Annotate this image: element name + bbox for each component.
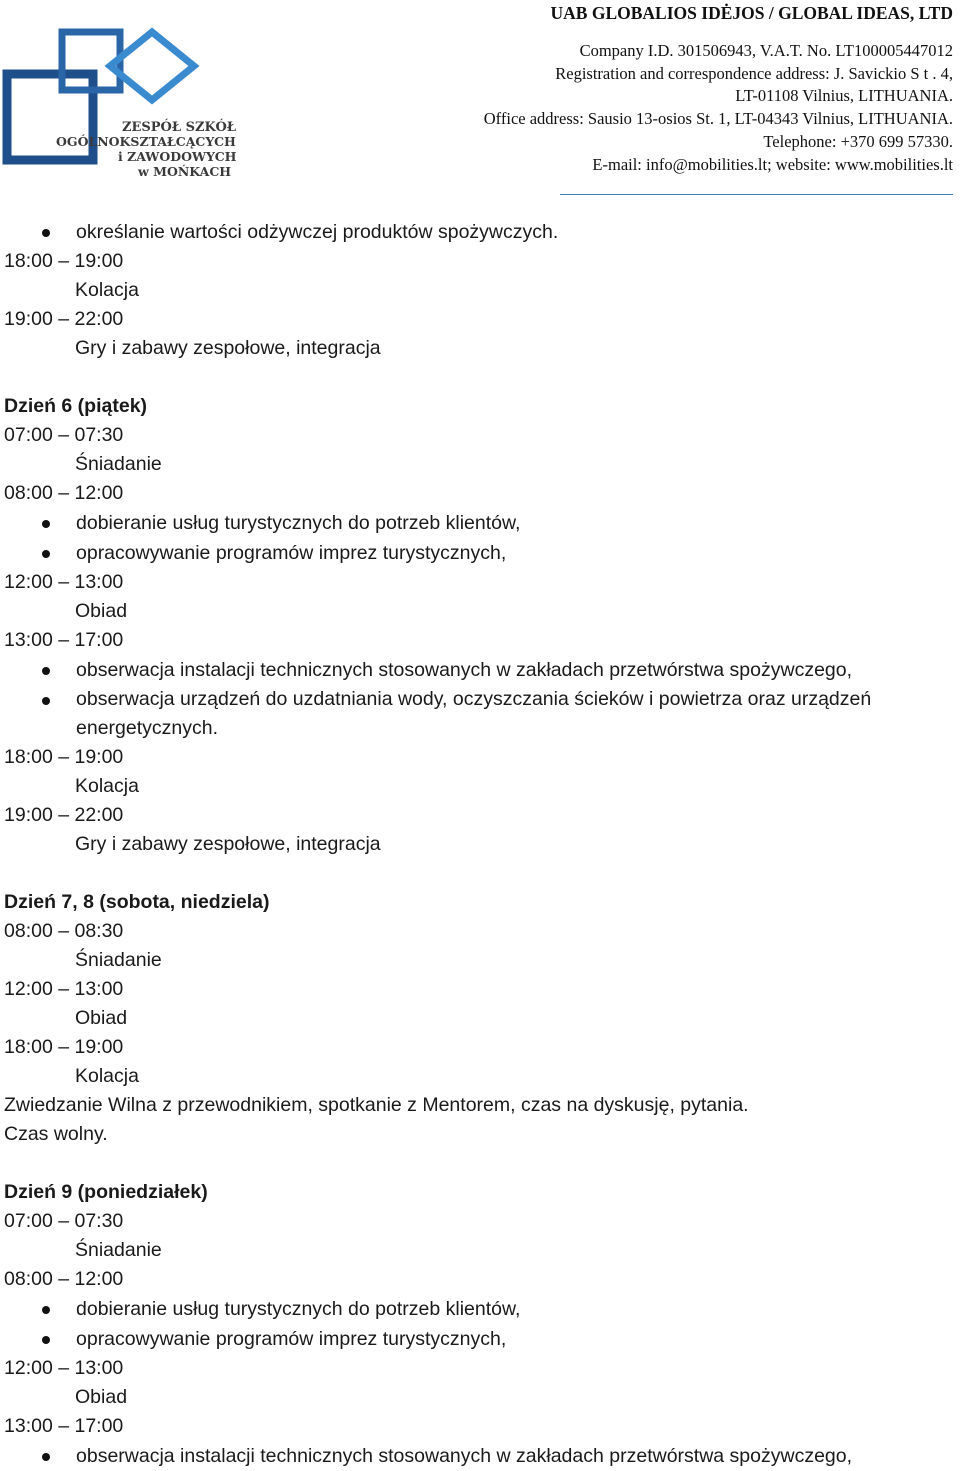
list-item	[4, 1294, 954, 1324]
logo-text-line-3: i ZAWODOWYCH	[118, 149, 237, 164]
day-heading: Dzień 6 (piątek)	[4, 395, 148, 417]
activity: Obiad	[75, 600, 128, 622]
activity: Kolacja	[75, 279, 139, 301]
company-name: UAB GLOBALIOS IDĖJOS / GLOBAL IDEAS, LTD	[550, 3, 953, 23]
registration-address-line: Registration and correspondence address: J. Savickio S t . 4,	[555, 63, 953, 83]
time-slot: 18:00 – 19:00	[4, 746, 124, 768]
school-logo	[2, 26, 237, 180]
spacer	[4, 363, 954, 392]
activity: Śniadanie	[75, 1239, 162, 1261]
bullet-icon	[42, 550, 50, 558]
page-header	[0, 0, 960, 196]
activity: Kolacja	[75, 1065, 139, 1087]
time-slot: 07:00 – 07:30	[4, 424, 124, 446]
bullet-icon	[42, 1336, 50, 1344]
time-slot: 08:00 – 12:00	[4, 482, 124, 504]
day-heading: Dzień 9 (poniedziałek)	[4, 1181, 208, 1203]
list-item-text: obserwacja urządzeń do uzdatniania wody, oczyszczania ścieków i powietrza oraz urządzeń energetycznych.	[76, 688, 872, 739]
company-info	[484, 2, 953, 176]
list-item-text: obserwacja instalacji technicznych stosowanych w zakładach przetwórstwa spożywczego,	[76, 1445, 853, 1467]
activity: Kolacja	[75, 775, 139, 797]
activity: Obiad	[75, 1007, 128, 1029]
list-item	[4, 508, 954, 538]
time-slot: 18:00 – 19:00	[4, 1036, 124, 1058]
time-slot: 08:00 – 12:00	[4, 1268, 124, 1290]
logo-text-line-2: OGÓLNOKSZTAŁCĄCYCH	[56, 134, 236, 149]
bullet-icon	[42, 667, 50, 675]
activity: Gry i zabawy zespołowe, integracja	[75, 833, 381, 855]
header-divider	[560, 194, 953, 195]
time-slot: 12:00 – 13:00	[4, 978, 124, 1000]
email-website-line: E-mail: info@mobilities.lt; website: www.mobilities.lt	[592, 154, 953, 174]
spacer	[4, 859, 954, 888]
time-slot: 07:00 – 07:30	[4, 1210, 124, 1232]
schedule-content	[4, 217, 954, 1471]
time-slot: 08:00 – 08:30	[4, 920, 124, 942]
day-heading: Dzień 7, 8 (sobota, niedziela)	[4, 891, 270, 913]
list-item	[4, 685, 906, 743]
bullet-icon	[42, 1453, 50, 1461]
list-item	[4, 655, 954, 685]
telephone-line: Telephone: +370 699 57330.	[763, 131, 953, 151]
list-item	[4, 1441, 954, 1471]
time-slot: 19:00 – 22:00	[4, 308, 124, 330]
list-item-text: opracowywanie programów imprez turystycznych,	[76, 542, 507, 564]
time-slot: 12:00 – 13:00	[4, 1357, 124, 1379]
time-slot: 19:00 – 22:00	[4, 804, 124, 826]
logo-text-line-1: ZESPÓŁ SZKÓŁ	[122, 120, 237, 135]
logo-text-line-4: w MOŃKACH	[138, 164, 232, 179]
time-slot: 18:00 – 19:00	[4, 250, 124, 272]
bullet-icon	[42, 697, 50, 705]
list-item	[4, 1324, 954, 1354]
list-item-text: obserwacja instalacji technicznych stosowanych w zakładach przetwórstwa spożywczego,	[76, 659, 853, 681]
time-slot: 12:00 – 13:00	[4, 571, 124, 593]
list-item-text: opracowywanie programów imprez turystycznych,	[76, 1328, 507, 1350]
bullet-icon	[42, 520, 50, 528]
list-item-text: określanie wartości odżywczej produktów spożywczych.	[76, 221, 559, 243]
activity: Obiad	[75, 1386, 128, 1408]
time-slot: 13:00 – 17:00	[4, 629, 124, 651]
list-item-text: dobieranie usług turystycznych do potrzeb klientów,	[76, 1298, 521, 1320]
bullet-icon	[42, 1306, 50, 1314]
activity: Śniadanie	[75, 949, 162, 971]
company-id-line: Company I.D. 301506943, V.A.T. No. LT100005447012	[579, 41, 953, 60]
list-item	[4, 217, 954, 247]
activity: Gry i zabawy zespołowe, integracja	[75, 337, 381, 359]
bullet-icon	[42, 229, 50, 237]
activity: Śniadanie	[75, 453, 162, 475]
list-item-text: dobieranie usług turystycznych do potrzeb klientów,	[76, 512, 521, 534]
paragraph: Czas wolny.	[4, 1123, 108, 1145]
office-address-line: Office address: Sausio 13-osios St. 1, LT-04343 Vilnius, LITHUANIA.	[483, 109, 953, 129]
paragraph: Zwiedzanie Wilna z przewodnikiem, spotkanie z Mentorem, czas na dyskusję, pytania.	[4, 1094, 749, 1116]
spacer	[4, 1149, 954, 1178]
time-slot: 13:00 – 17:00	[4, 1415, 124, 1437]
registration-city-line: LT-01108 Vilnius, LITHUANIA.	[735, 86, 953, 106]
list-item	[4, 538, 954, 568]
